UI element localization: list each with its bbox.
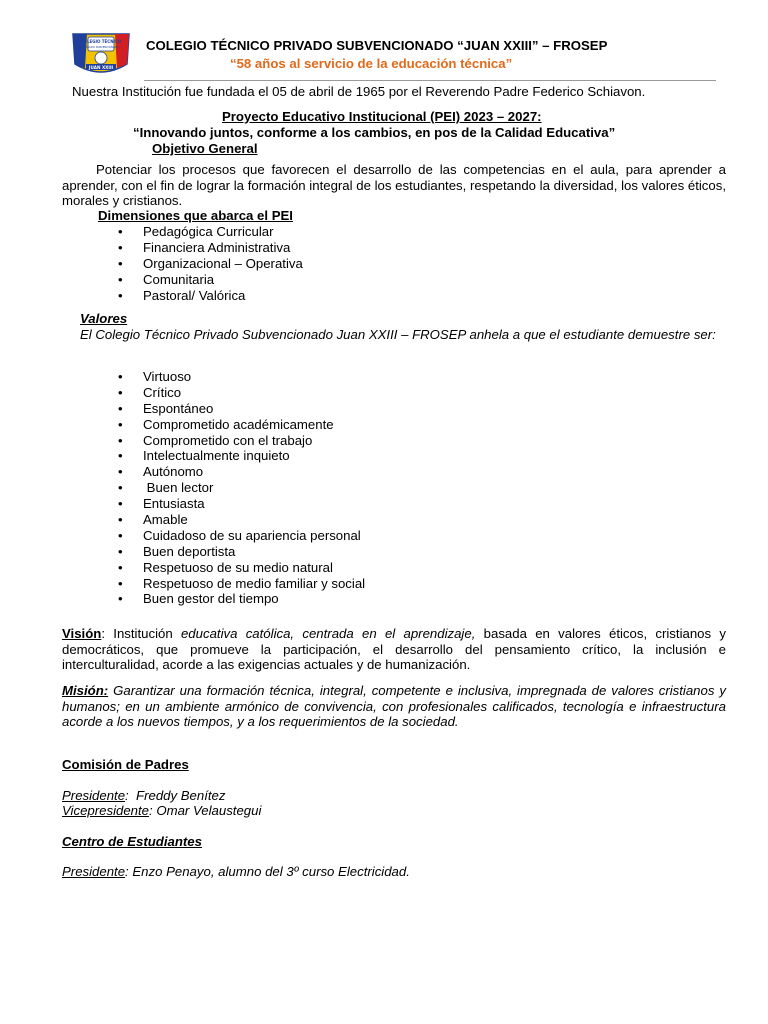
- svg-text:PRIVADO SUBVENCIONADO: PRIVADO SUBVENCIONADO: [83, 46, 119, 49]
- parents-president: [62, 788, 225, 803]
- founding-statement: Nuestra Institución fue fundada el 05 de abril de 1965 por el Reverendo Padre Federico Schiavon.: [72, 84, 646, 99]
- list-item: • Organizacional – Operativa: [118, 256, 303, 272]
- parents-vice-president: [62, 803, 261, 818]
- dimensions-list: [118, 224, 303, 303]
- school-motto: “58 años al servicio de la educación técnica”: [230, 56, 513, 71]
- dimensions-heading: Dimensiones que abarca el PEI: [98, 208, 293, 223]
- values-intro: El Colegio Técnico Privado Subvencionado Juan XXIII – FROSEP anhela a que el estudiante demuestre ser:: [80, 327, 716, 342]
- student-center-heading: Centro de Estudiantes: [62, 834, 202, 849]
- student-president-label: Presidente: [62, 864, 126, 879]
- vision-paragraph: [62, 626, 726, 673]
- vice-president-value: : Omar Velaustegui: [149, 803, 262, 818]
- list-item: • Pastoral/ Valórica: [118, 288, 303, 304]
- vision-colon: : Institución: [101, 626, 181, 641]
- parents-commission-heading: Comisión de Padres: [62, 757, 189, 772]
- objective-heading: Objetivo General: [152, 141, 258, 156]
- mission-label: Misión:: [62, 683, 109, 698]
- list-item: • Pedagógica Curricular: [118, 224, 303, 240]
- president-value: : Freddy Benítez: [125, 788, 226, 803]
- objective-paragraph: Potenciar los procesos que favorecen el desarrollo de las competencias en el aula, para aprender a aprender, con el fin de lograr la formación integral de los estudiantes, respetando la diversidad, los valores éticos, morales y cristianos.: [62, 162, 726, 209]
- mission-text: Garantizar una formación técnica, integral, competente e inclusiva, impregnada de valores cristianos y humanos; en un ambiente armónico de convivencia, con profesionales calificados, tecnología e infraestructura acorde a los nuevos tiempos, y a los requerimientos de la sociedad.: [62, 683, 726, 730]
- values-list: [118, 369, 365, 607]
- vision-label: Visión: [62, 626, 102, 641]
- list-item: • Respetuoso de su medio natural: [118, 560, 365, 576]
- list-item: • Buen lector: [118, 480, 365, 496]
- student-center-president: [62, 864, 410, 879]
- svg-text:JUAN XXIII: JUAN XXIII: [88, 65, 114, 70]
- mission-paragraph: [62, 683, 726, 730]
- student-president-value: : Enzo Penayo, alumno del 3º curso Electricidad.: [125, 864, 410, 879]
- list-item: • Comprometido académicamente: [118, 417, 365, 433]
- vice-president-label: Vicepresidente: [62, 803, 149, 818]
- list-item: • Buen deportista: [118, 544, 365, 560]
- school-name-heading: COLEGIO TÉCNICO PRIVADO SUBVENCIONADO “JUAN XXIII” – FROSEP: [146, 38, 608, 53]
- list-item: • Autónomo: [118, 464, 365, 480]
- president-label: Presidente: [62, 788, 126, 803]
- list-item: • Financiera Administrativa: [118, 240, 303, 256]
- vision-text: basada en valores éticos, cristianos y democráticos, que promueve la participación, el desarrollo del pensamiento crítico, la inclusión e interculturalidad, acorde a las exigencias actuales y de humanización.: [62, 626, 726, 673]
- list-item: • Comunitaria: [118, 272, 303, 288]
- list-item: • Buen gestor del tiempo: [118, 591, 365, 607]
- list-item: • Cuidadoso de su apariencia personal: [118, 528, 365, 544]
- list-item: • Comprometido con el trabajo: [118, 433, 365, 449]
- pei-title: Proyecto Educativo Institucional (PEI) 2023 – 2027:: [222, 109, 542, 124]
- header-divider: [144, 80, 716, 81]
- pei-slogan: “Innovando juntos, conforme a los cambios, en pos de la Calidad Educativa”: [133, 125, 616, 140]
- list-item: • Intelectualmente inquieto: [118, 448, 365, 464]
- list-item: • Entusiasta: [118, 496, 365, 512]
- svg-text:COLEGIO TÉCNICO: COLEGIO TÉCNICO: [80, 39, 122, 44]
- vision-italic: educativa católica, centrada en el aprendizaje,: [180, 626, 476, 641]
- values-heading: Valores: [80, 311, 128, 326]
- list-item: • Respetuoso de medio familiar y social: [118, 576, 365, 592]
- list-item: • Crítico: [118, 385, 365, 401]
- school-crest-logo: [70, 28, 132, 78]
- list-item: • Espontáneo: [118, 401, 365, 417]
- list-item: • Amable: [118, 512, 365, 528]
- list-item: • Virtuoso: [118, 369, 365, 385]
